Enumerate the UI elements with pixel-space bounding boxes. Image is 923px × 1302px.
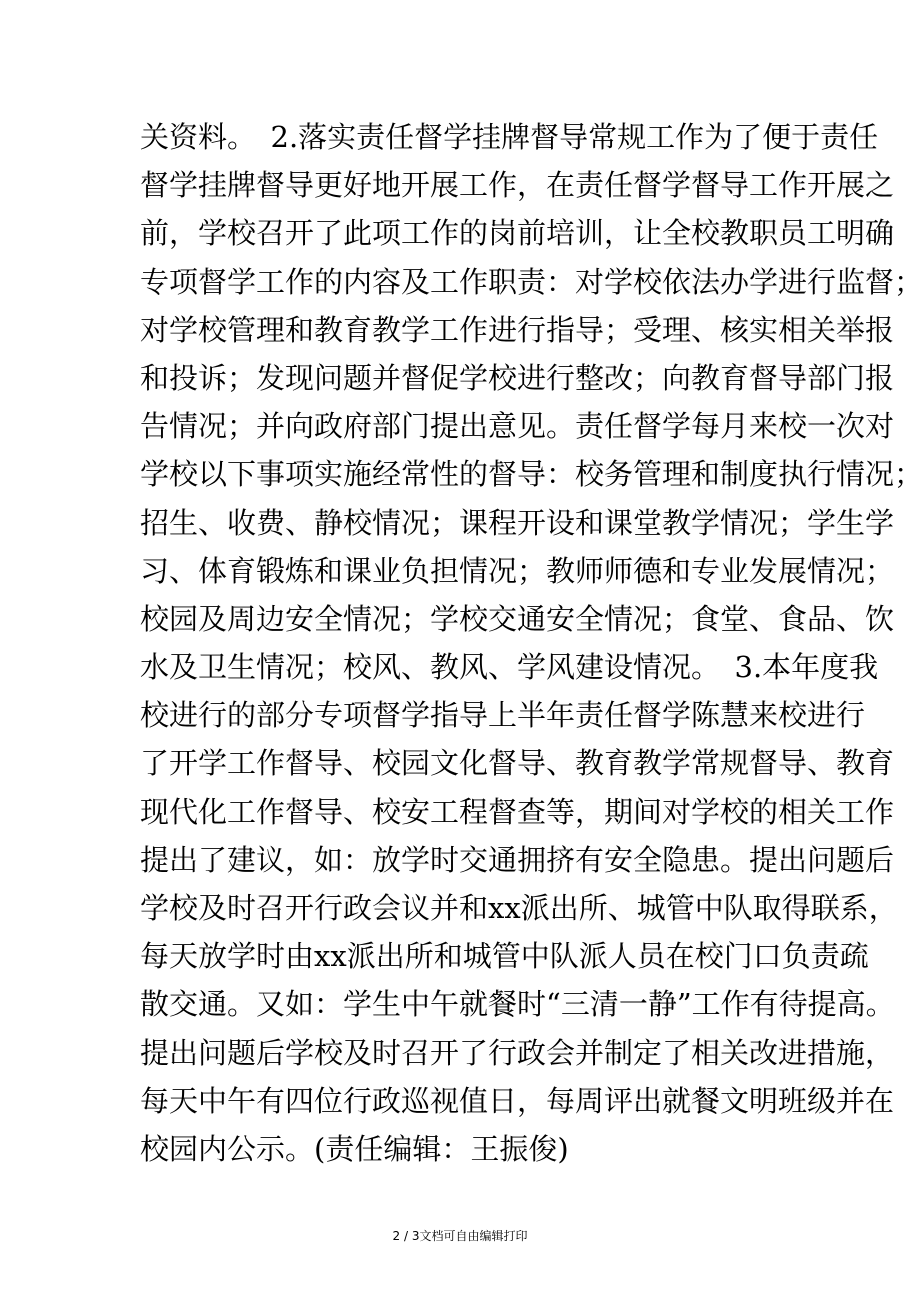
text-line-15: 现代化工作督导、校安工程督查等，期间对学校的相关工作	[140, 794, 895, 829]
text-line-10: 习、体育锻炼和课业负担情况；教师师德和专业发展情况；	[140, 553, 895, 588]
text-line-2: 督学挂牌督导更好地开展工作，在责任督学督导工作开展之	[140, 168, 895, 203]
text-line-9: 招生、收费、静校情况；课程开设和课堂教学情况；学生学	[140, 505, 895, 540]
text-line-20: 提出问题后学校及时召开了行政会并制定了相关改进措施，	[140, 1035, 895, 1070]
text-line-17: 学校及时召开行政会议并和xx派出所、城管中队取得联系，	[140, 891, 898, 925]
text-line-22: 校园内公示。(责任编辑：王振俊)	[140, 1131, 569, 1166]
text-line-6: 和投诉；发现问题并督促学校进行整改；向教育督导部门报	[140, 360, 895, 395]
text-line-3: 前，学校召开了此项工作的岗前培训，让全校教职员工明确	[140, 216, 895, 251]
text-line-7: 告情况；并向政府部门提出意见。责任督学每月来校一次对	[140, 409, 895, 444]
text-line-19: 散交通。又如：学生中午就餐时“三清一静”工作有待提高。	[140, 987, 895, 1022]
text-line-18: 每天放学时由xx派出所和城管中队派人员在校门口负责疏	[140, 939, 869, 974]
page-footer: 2 / 3文档可自由编辑打印	[392, 1229, 528, 1243]
text-line-14: 了开学工作督导、校园文化督导、教育教学常规督导、教育	[140, 746, 895, 781]
text-line-4: 专项督学工作的内容及工作职责：对学校依法办学进行监督；	[140, 264, 923, 299]
body-text	[140, 113, 923, 1173]
text-line-21: 每天中午有四位行政巡视值日，每周评出就餐文明班级并在	[140, 1083, 895, 1118]
text-line-8: 学校以下事项实施经常性的督导：校务管理和制度执行情况；	[140, 457, 923, 492]
text-line-5: 对学校管理和教育教学工作进行指导；受理、核实相关举报	[140, 312, 895, 347]
text-line-12: 水及卫生情况；校风、教风、学风建设情况。 3.本年度我	[140, 650, 879, 685]
text-line-1: 关资料。 2.落实责任督学挂牌督导常规工作为了便于责任	[140, 120, 879, 154]
text-line-11: 校园及周边安全情况；学校交通安全情况；食堂、食品、饮	[140, 601, 895, 636]
text-line-16: 提出了建议，如：放学时交通拥挤有安全隐患。提出问题后	[140, 842, 895, 877]
text-line-13: 校进行的部分专项督学指导上半年责任督学陈慧来校进行	[140, 698, 866, 733]
